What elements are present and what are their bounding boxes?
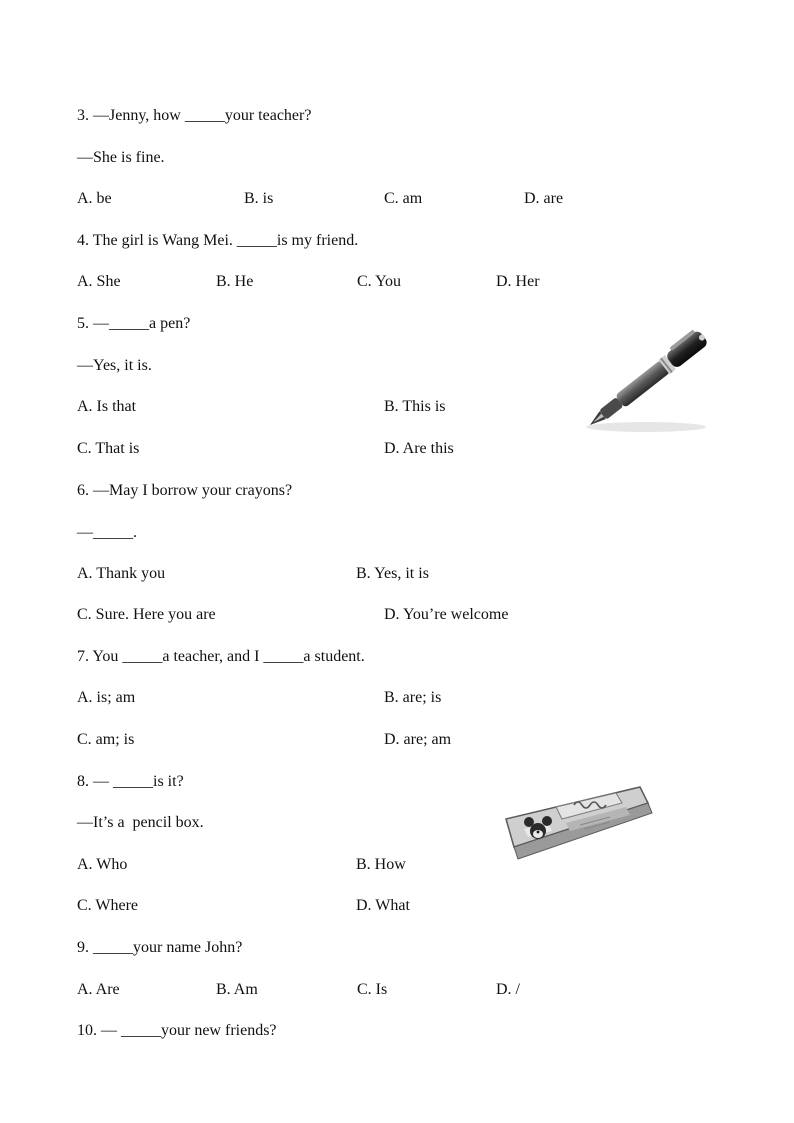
question-5-stem: 5. —_____a pen? — [77, 315, 191, 332]
question-6-stem: 6. —May I borrow your crayons? — [77, 482, 293, 499]
question-4-stem: 4. The girl is Wang Mei. _____is my friend. — [77, 232, 359, 249]
question-5-option-c: C. That is — [77, 440, 140, 457]
question-6-reply: —_____. — [77, 524, 137, 541]
question-5-option-a: A. Is that — [77, 398, 137, 415]
question-6-option-b: B. Yes, it is — [356, 565, 429, 582]
question-7-option-d: D. are; am — [384, 731, 452, 748]
question-4-option-a: A. She — [77, 273, 121, 290]
question-5-option-d: D. Are this — [384, 440, 454, 457]
question-3-stem: 3. —Jenny, how _____your teacher? — [77, 107, 312, 124]
question-8-reply: —It’s a pencil box. — [77, 814, 204, 831]
fountain-pen-icon — [576, 307, 718, 443]
question-3-option-d: D. are — [524, 190, 564, 207]
question-7-stem: 7. You _____a teacher, and I _____a student. — [77, 648, 365, 665]
question-4-option-b: B. He — [216, 273, 254, 290]
question-8-option-b: B. How — [356, 856, 406, 873]
question-6-option-c: C. Sure. Here you are — [77, 606, 216, 623]
question-10-stem: 10. — _____your new friends? — [77, 1022, 277, 1039]
question-3-option-a: A. be — [77, 190, 112, 207]
question-9-option-a: A. Are — [77, 981, 120, 998]
question-8-option-a: A. Who — [77, 856, 128, 873]
question-9-option-b: B. Am — [216, 981, 258, 998]
question-8-option-c: C. Where — [77, 897, 139, 914]
question-5-option-b: B. This is — [384, 398, 446, 415]
question-5-reply: —Yes, it is. — [77, 357, 152, 374]
question-8-stem: 8. — _____is it? — [77, 773, 184, 790]
question-3-option-c: C. am — [384, 190, 423, 207]
question-4-option-d: D. Her — [496, 273, 540, 290]
question-3-option-b: B. is — [244, 190, 274, 207]
question-6-option-a: A. Thank you — [77, 565, 166, 582]
question-7-option-c: C. am; is — [77, 731, 135, 748]
question-8-option-d: D. What — [356, 897, 410, 914]
question-7-option-a: A. is; am — [77, 689, 136, 706]
question-9-option-d: D. / — [496, 981, 520, 998]
question-6-option-d: D. You’re welcome — [384, 606, 509, 623]
question-3-reply: —She is fine. — [77, 149, 165, 166]
question-9-option-c: C. Is — [357, 981, 388, 998]
question-9-stem: 9. _____your name John? — [77, 939, 243, 956]
pencil-box-icon — [496, 779, 656, 865]
question-7-option-b: B. are; is — [384, 689, 442, 706]
question-4-option-c: C. You — [357, 273, 402, 290]
